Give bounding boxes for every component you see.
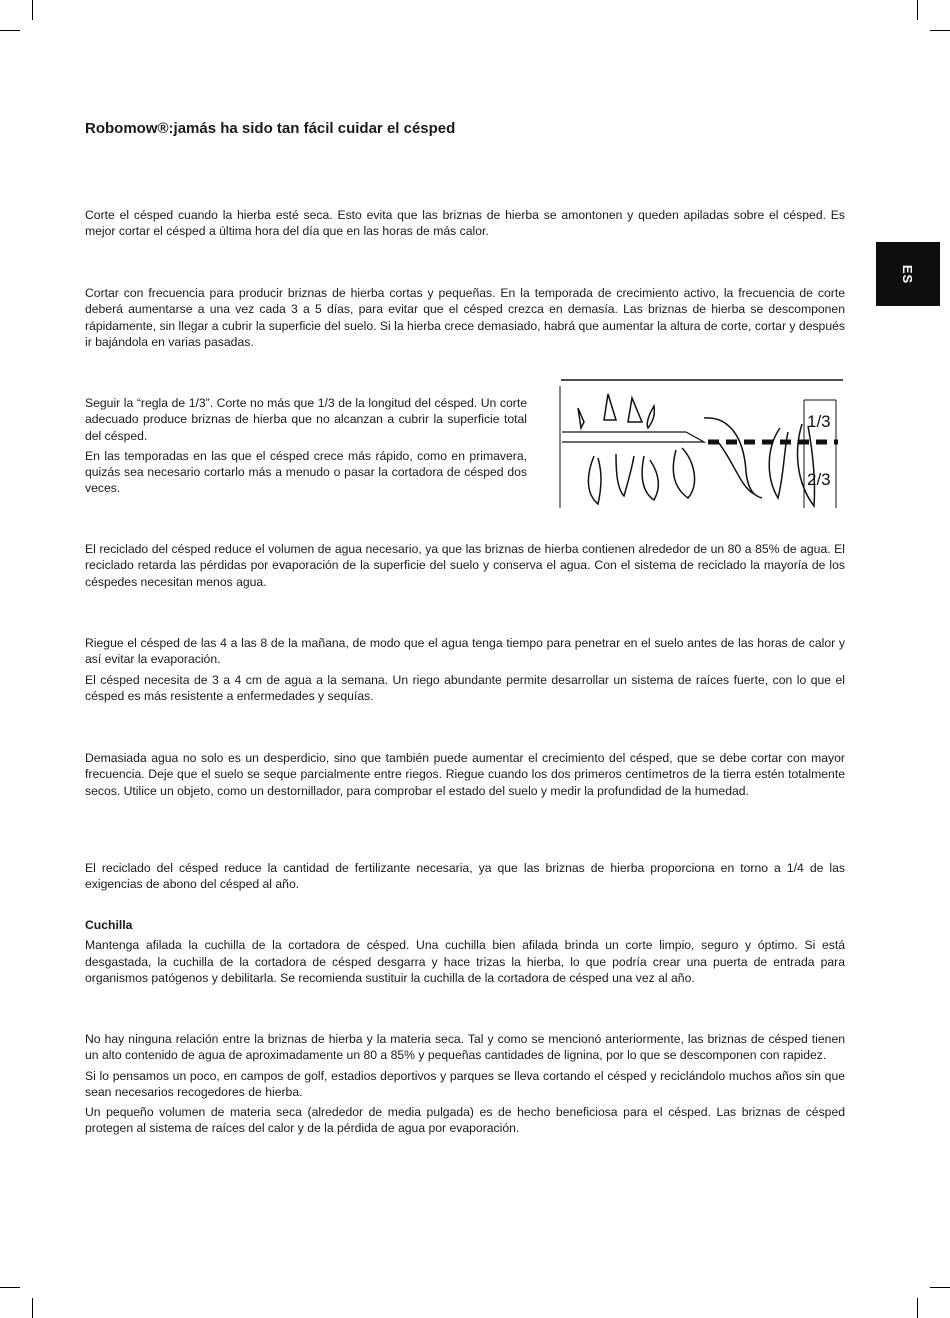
paragraph: En las temporadas en las que el césped crece más rápido, como en primavera, quizás sea necesario cortarlo más a menudo o pasar la cortadora de césped dos veces.	[85, 448, 527, 496]
language-tab	[876, 242, 940, 306]
section-overwatering	[85, 750, 845, 803]
paragraph: Si lo pensamos un poco, en campos de golf, estadios deportivos y parques se lleva cortando el césped y reciclándolo muchos años sin que sean necesarios recogedores de hierba.	[85, 1068, 845, 1099]
crop-mark	[0, 30, 20, 31]
paragraph: Cortar con frecuencia para producir briznas de hierba cortas y pequeñas. En la temporada de crecimiento activo, la frecuencia de corte deberá aumentarse a una vez cada 3 a 5 días, para evitar que el césped crezca en demasía. Las briznas de hierba se descomponen rápidamente, sin llegar a cubrir la superficie del suelo. Si la hierba crece demasiado, habrá que aumentar la altura de corte, cortar y después ir bajándola en varias pasadas.	[85, 286, 845, 349]
label-two-thirds: 2/3	[807, 470, 831, 489]
label-one-third: 1/3	[807, 412, 831, 431]
section-heading: Cuchilla	[85, 918, 133, 932]
paragraph: Demasiada agua no solo es un desperdicio, sino que también puede aumentar el crecimiento del césped, que se debe cortar con mayor frecuencia. Deje que el suelo se seque parcialmente entre riegos. Riegue cuando los dos primeros centímetros de la tierra estén totalmente secos. Utilice un objeto, como un destornillador, para comprobar el estado del suelo y medir la profundidad de la humedad.	[85, 751, 845, 798]
paragraph: El césped necesita de 3 a 4 cm de agua a la semana. Un riego abundante permite desarrollar un sistema de raíces fuerte, con lo que el césped es más resistente a enfermedades y sequías.	[85, 672, 845, 703]
section-thatch	[85, 1031, 845, 1141]
paragraph: Seguir la “regla de 1/3”. Corte no más que 1/3 de la longitud del césped. Un corte adecuado produce briznas de hierba que no alcanzan a cubrir la superficie total del césped.	[85, 396, 527, 443]
paragraph: Corte el césped cuando la hierba esté seca. Esto evita que las briznas de hierba se amontonen y queden apiladas sobre el césped. Es mejor cortar el césped a última hora del día que en las horas de más calor.	[85, 208, 845, 239]
crop-mark	[32, 1298, 33, 1318]
page-title: Robomow®:jamás ha sido tan fácil cuidar el césped	[85, 120, 456, 137]
paragraph: Riegue el césped de las 4 a las 8 de la mañana, de modo que el agua tenga tiempo para penetrar en el suelo antes de las horas de calor y así evitar la evaporación.	[85, 636, 845, 667]
paragraph: El reciclado del césped reduce el volumen de agua necesario, ya que las briznas de hierba contienen alrededor de un 80 a 85% de agua. El reciclado retarda las pérdidas por evaporación de la superficie del suelo y conserva el agua. Con el sistema de reciclado la mayoría de los céspedes necesitan menos agua.	[85, 542, 845, 589]
language-tab-label: ES	[900, 264, 916, 284]
crop-mark	[917, 0, 918, 20]
section-water-recycling	[85, 541, 845, 594]
crop-mark	[0, 1287, 20, 1288]
crop-mark	[930, 30, 950, 31]
section-one-third-rule	[85, 395, 527, 501]
crop-mark	[917, 1298, 918, 1318]
paragraph: El reciclado del césped reduce la cantidad de fertilizante necesaria, ya que las briznas de hierba proporciona en torno a 1/4 de las exigencias de abono del césped al año.	[85, 861, 845, 892]
paragraph: Mantenga afilada la cuchilla de la cortadora de césped. Una cuchilla bien afilada brinda un corte limpio, seguro y óptimo. Si está desgastada, la cuchilla de la cortadora de césped desgarra y hace trizas la hierba, lo que podría crear una puerta de entrada para organismos patógenos y debilitarla. Se recomienda sustituir la cuchilla de la cortadora de césped una vez al año.	[85, 938, 845, 985]
paragraph: Un pequeño volumen de materia seca (alrededor de media pulgada) es de hecho beneficiosa para el césped. Las briznas de césped protegen al sistema de raíces del calor y de la pérdida de agua por evaporación.	[85, 1105, 845, 1136]
section-fertilizer	[85, 860, 845, 897]
one-third-rule-illustration	[558, 376, 846, 510]
section-watering-time	[85, 635, 845, 708]
section-frequency	[85, 285, 845, 354]
paragraph: No hay ninguna relación entre la briznas de hierba y la materia seca. Tal y como se mencionó anteriormente, las briznas de césped tienen un alto contenido de agua de aproximadamente un 80 a 85% y pequeñas cantidades de lignina, por lo que se descomponen con rapidez.	[85, 1032, 845, 1063]
crop-mark	[32, 0, 33, 20]
crop-mark	[930, 1287, 950, 1288]
section-dry-cut	[85, 207, 845, 244]
section-blade	[85, 917, 845, 990]
